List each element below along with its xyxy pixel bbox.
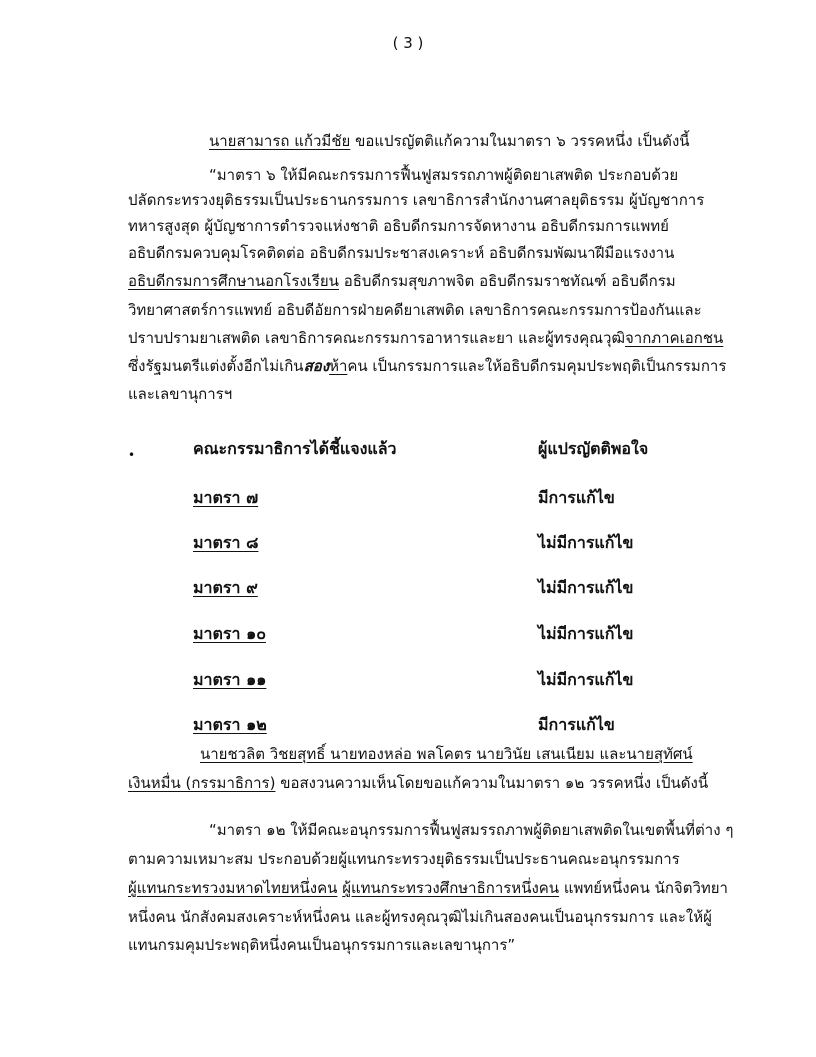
section-11-label: มาตรา ๑๑ xyxy=(193,670,267,689)
para1-underlined-private: จากภาคเอกชน xyxy=(625,329,724,347)
section-11-status: ไม่มีการแก้ไข xyxy=(538,670,634,689)
para2-line-3 xyxy=(128,878,728,898)
para2-speakers-line xyxy=(200,744,693,764)
para1-line-7 xyxy=(128,328,723,348)
table-left-header: คณะกรรมาธิการได้ชี้แจงแล้ว xyxy=(193,439,397,458)
para1-underlined-dept: อธิบดีกรมการศึกษานอกโรงเรียน xyxy=(128,272,339,290)
para2-underlined-education: ผู้แทนกระทรวงศึกษาธิการหนึ่งคน xyxy=(342,879,560,897)
section-12-status: มีการแก้ไข xyxy=(538,715,615,734)
para1-line-5-rest: อธิบดีกรมสุขภาพจิต อธิบดีกรมราชทัณฑ์ อธิบดีกรม xyxy=(338,272,676,290)
para2-line-5: แทนกรมคุมประพฤติหนึ่งคนเป็นอนุกรรมการและเลขานุการ” xyxy=(128,936,516,954)
page-number: ( 3 ) xyxy=(392,34,424,52)
para2-intro-line xyxy=(128,773,708,793)
para2-underlined-interior: ผู้แทนกระทรวงมหาดไทยหนึ่งคน xyxy=(128,879,338,897)
section-9-label: มาตรา ๙ xyxy=(193,578,258,597)
para2-line-2: ตามความเหมาะสม ประกอบด้วยผู้แทนกระทรวงยุติธรรมเป็นประธานคณะอนุกรรมการ xyxy=(128,850,680,868)
section-9-status: ไม่มีการแก้ไข xyxy=(538,578,634,597)
section-12-label: มาตรา ๑๒ xyxy=(193,715,267,734)
para1-line-4: อธิบดีกรมควบคุมโรคติดต่อ อธิบดีกรมประชาสงเคราะห์ อธิบดีกรมพัฒนาฝีมือแรงงาน xyxy=(128,244,675,262)
para1-line-8-text: ซึ่งรัฐมนตรีแต่งตั้งอีกไม่เกิน xyxy=(128,357,304,375)
section-7-label: มาตรา ๗ xyxy=(193,488,259,507)
table-right-header: ผู้แปรญัตติพอใจ xyxy=(538,439,649,458)
para1-line-1: “มาตรา ๖ ให้มีคณะกรรมการฟื้นฟูสมรรถภาพผู้ติดยาเสพติด ประกอบด้วย xyxy=(209,166,679,184)
para1-intro-line xyxy=(209,131,690,151)
para1-line-2: ปลัดกระทรวงยุติธรรมเป็นประธานกรรมการ เลขาธิการสำนักงานศาลยุติธรรม ผู้บัญชาการ xyxy=(128,191,705,209)
para2-speakers: นายชวลิต วิชยสุทธิ์ นายทองหล่อ พลโคตร นายวินัย เสนเนียม และนายสุทัศน์ xyxy=(200,745,693,763)
para2-speakers-cont: เงินหมื่น (กรรมาธิการ) xyxy=(128,774,276,792)
section-10-status: ไม่มีการแก้ไข xyxy=(538,624,634,643)
section-8-status: ไม่มีการแก้ไข xyxy=(538,533,634,552)
para1-struck-word: สอง xyxy=(303,357,330,375)
para1-line-7-text: ปราบปรามยาเสพติด เลขาธิการคณะกรรมการอาหารและยา และผู้ทรงคุณวุฒิ xyxy=(128,329,625,347)
para1-line-9: และเลขานุการฯ xyxy=(128,385,233,403)
para1-line-8-rest: คน เป็นกรรมการและให้อธิบดีกรมคุมประพฤติเป็นกรรมการ xyxy=(347,357,727,375)
para2-intro-text: ขอสงวนความเห็นโดยขอแก้ความในมาตรา ๑๒ วรรคหนึ่ง เป็นดังนี้ xyxy=(275,774,709,792)
para1-intro-text: ขอแปรญัตติแก้ความในมาตรา ๖ วรรคหนึ่ง เป็นดังนี้ xyxy=(350,132,690,150)
para2-line-1: “มาตรา ๑๒ ให้มีคณะอนุกรรมการฟื้นฟูสมรรถภาพผู้ติดยาเสพติดในเขตพื้นที่ต่าง ๆ xyxy=(209,821,734,839)
para1-inserted-word: ห้า xyxy=(329,357,348,375)
para2-line-3-rest: แพทย์หนึ่งคน นักจิตวิทยา xyxy=(559,879,728,897)
section-7-status: มีการแก้ไข xyxy=(538,488,615,507)
para1-line-6: วิทยาศาสตร์การแพทย์ อธิบดีอัยการฝ่ายคดียาเสพติด เลขาธิการคณะกรรมการป้องกันและ xyxy=(128,301,702,319)
para1-line-5 xyxy=(128,271,676,291)
bullet-mark: • xyxy=(128,448,136,462)
section-8-label: มาตรา ๘ xyxy=(193,533,259,552)
para2-line-4: หนึ่งคน นักสังคมสงเคราะห์หนึ่งคน และผู้ทรงคุณวุฒิไม่เกินสองคนเป็นอนุกรรมการ และให้ผู้ xyxy=(128,908,712,926)
section-10-label: มาตรา ๑๐ xyxy=(193,624,266,643)
para1-line-8 xyxy=(128,356,726,376)
para1-line-3: ทหารสูงสุด ผู้บัญชาการตำรวจแห่งชาติ อธิบดีกรมการจัดหางาน อธิบดีกรมการแพทย์ xyxy=(128,217,669,235)
para1-speaker: นายสามารถ แก้วมีชัย xyxy=(209,132,351,150)
